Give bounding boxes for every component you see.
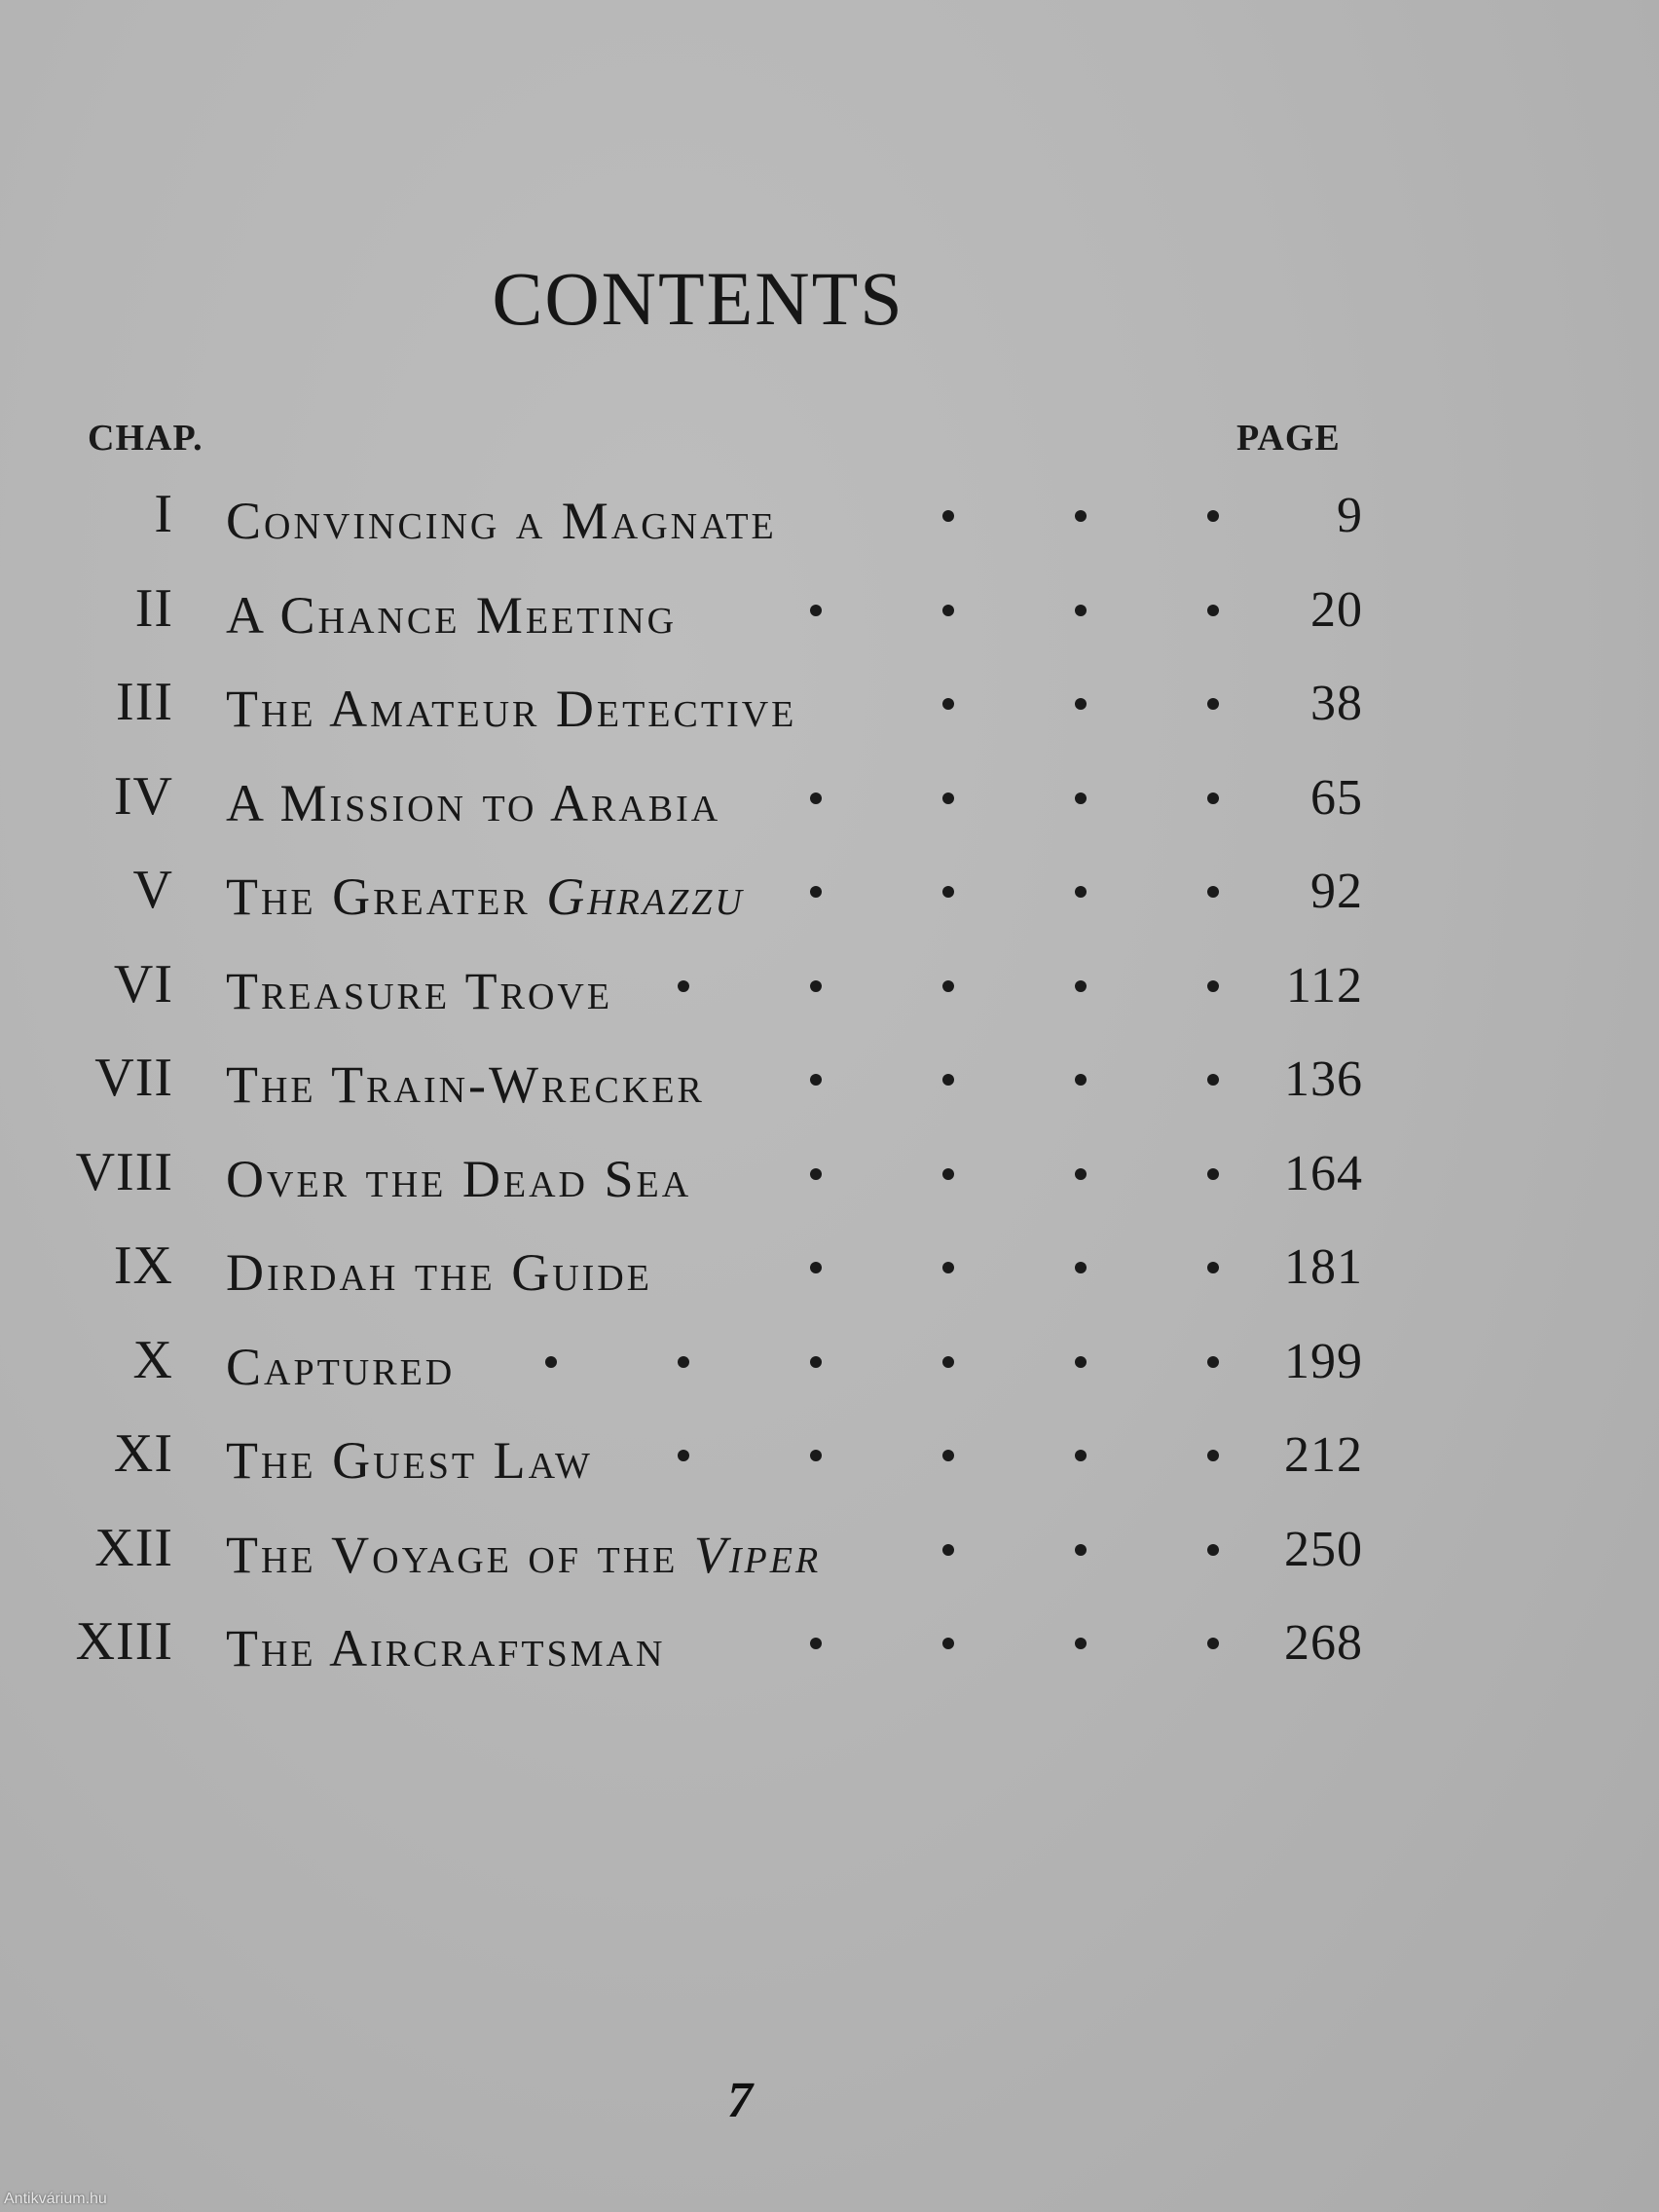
chapter-title-italic: Ghrazzu (546, 867, 745, 926)
toc-entry (0, 473, 1402, 561)
leader-dot (1207, 1638, 1219, 1649)
page-number: 250 (1284, 1521, 1363, 1577)
toc-entry (0, 1507, 1402, 1595)
page-number: 9 (1337, 488, 1363, 543)
leader-dots (0, 980, 1402, 1000)
leader-dots (0, 605, 1402, 624)
leader-dot (1075, 1544, 1087, 1556)
leader-dot (810, 793, 822, 804)
page-number: 181 (1284, 1239, 1363, 1295)
chapter-number: VIII (75, 1141, 173, 1202)
chapter-title-text: Captured (226, 1337, 456, 1396)
chapter-title-text: Dirdah the Guide (226, 1243, 652, 1302)
leader-dots (0, 1356, 1402, 1376)
leader-dot (1207, 980, 1219, 992)
page-title: CONTENTS (492, 256, 904, 341)
leader-dots (0, 1168, 1402, 1188)
leader-dot (942, 793, 954, 804)
leader-dots (0, 1544, 1402, 1564)
leader-dot (1207, 1262, 1219, 1273)
page-number: 268 (1284, 1615, 1363, 1671)
leader-dots (0, 1074, 1402, 1093)
leader-dot (810, 1450, 822, 1461)
chapter-title-text: Convincing a Magnate (226, 492, 777, 550)
leader-dot (942, 1450, 954, 1461)
watermark-text: Antikvárium.hu (4, 2191, 107, 2207)
leader-dots (0, 886, 1402, 905)
leader-dot (942, 1544, 954, 1556)
toc-entry (0, 1413, 1402, 1500)
chapter-title-text: The Voyage of the (226, 1525, 694, 1584)
page-number: 164 (1284, 1145, 1363, 1201)
leader-dot (1075, 980, 1087, 992)
leader-dot (942, 605, 954, 616)
leader-dot (1075, 1450, 1087, 1461)
chapter-number: XI (113, 1423, 173, 1484)
toc-entry (0, 661, 1402, 749)
leader-dot (1075, 605, 1087, 616)
leader-dot (810, 980, 822, 992)
chapter-title-text: The Guest Law (226, 1431, 593, 1490)
leader-dot (1207, 605, 1219, 616)
leader-dots (0, 1450, 1402, 1469)
chapter-number: III (116, 672, 173, 732)
toc-entry (0, 756, 1402, 843)
leader-dots (0, 1638, 1402, 1657)
chapter-number: II (134, 577, 173, 639)
page-number: 199 (1284, 1333, 1363, 1389)
toc-entry (0, 1319, 1402, 1407)
page-number: 38 (1310, 676, 1363, 731)
chapter-title-text: The Train-Wrecker (226, 1055, 705, 1114)
leader-dot (1075, 698, 1087, 710)
leader-dots (0, 510, 1402, 530)
toc-entry (0, 849, 1402, 937)
leader-dot (1075, 1356, 1087, 1368)
leader-dot (810, 1262, 822, 1273)
toc-entry (0, 1225, 1402, 1312)
chapter-number: I (154, 484, 173, 544)
leader-dot (1207, 1450, 1219, 1461)
chapter-title-text: A Chance Meeting (226, 585, 678, 645)
leader-dot (942, 980, 954, 992)
leader-dot (942, 1168, 954, 1180)
leader-dot (942, 1074, 954, 1086)
leader-dot (942, 510, 954, 522)
leader-dot (1207, 698, 1219, 710)
leader-dot (1075, 1638, 1087, 1649)
chapter-title-text: The Aircraftsman (226, 1619, 666, 1677)
chapter-number: X (132, 1329, 173, 1390)
chapter-title-text: Over the Dead Sea (226, 1149, 692, 1208)
chapter-number: V (132, 860, 173, 920)
page-number: 136 (1284, 1051, 1363, 1107)
page-number: 92 (1310, 864, 1363, 919)
leader-dot (1207, 793, 1219, 804)
page-number: 20 (1310, 581, 1363, 638)
leader-dot (942, 886, 954, 898)
chapter-title-text: A Mission to Arabia (226, 773, 721, 832)
leader-dot (942, 1638, 954, 1649)
page-number: 65 (1310, 769, 1363, 826)
toc-entry (0, 943, 1402, 1031)
toc-entry (0, 568, 1402, 655)
leader-dot (810, 1638, 822, 1649)
chapter-number: IV (113, 765, 173, 827)
leader-dot (1075, 793, 1087, 804)
leader-dot (942, 1262, 954, 1273)
leader-dot (810, 1168, 822, 1180)
leader-dot (1075, 1074, 1087, 1086)
toc-entry (0, 1037, 1402, 1124)
leader-dot (810, 1074, 822, 1086)
leader-dot (1207, 886, 1219, 898)
leader-dot (810, 886, 822, 898)
page-folio-number: 7 (727, 2073, 753, 2128)
leader-dots (0, 698, 1402, 718)
leader-dot (1207, 1074, 1219, 1086)
leader-dot (810, 605, 822, 616)
toc-entry (0, 1601, 1402, 1688)
chapter-number: IX (113, 1235, 173, 1296)
leader-dot (678, 1356, 689, 1368)
leader-dot (678, 980, 689, 992)
leader-dot (1207, 1356, 1219, 1368)
leader-dot (1075, 510, 1087, 522)
chap-column-header: CHAP. (88, 418, 203, 459)
leader-dot (1207, 1168, 1219, 1180)
leader-dot (1207, 510, 1219, 522)
chapter-title-italic: Viper (693, 1525, 822, 1584)
chapter-number: VII (94, 1048, 173, 1108)
leader-dot (942, 698, 954, 710)
leader-dot (942, 1356, 954, 1368)
leader-dot (1075, 1168, 1087, 1180)
toc-entry (0, 1131, 1402, 1219)
chapter-title-text: Treasure Trove (226, 961, 613, 1020)
leader-dot (678, 1450, 689, 1461)
leader-dots (0, 793, 1402, 812)
leader-dots (0, 1262, 1402, 1281)
chapter-number: VI (113, 953, 173, 1014)
leader-dot (1075, 886, 1087, 898)
chapter-title-text: The Amateur Detective (226, 680, 797, 738)
page-column-header: PAGE (1236, 418, 1341, 459)
chapter-number: XII (94, 1517, 173, 1578)
leader-dot (1075, 1262, 1087, 1273)
chapter-title-text: The Greater (226, 867, 547, 926)
leader-dot (545, 1356, 557, 1368)
page-number: 112 (1285, 957, 1363, 1014)
leader-dot (810, 1356, 822, 1368)
page-number: 212 (1284, 1427, 1363, 1483)
chapter-number: XIII (75, 1611, 173, 1672)
leader-dot (1207, 1544, 1219, 1556)
